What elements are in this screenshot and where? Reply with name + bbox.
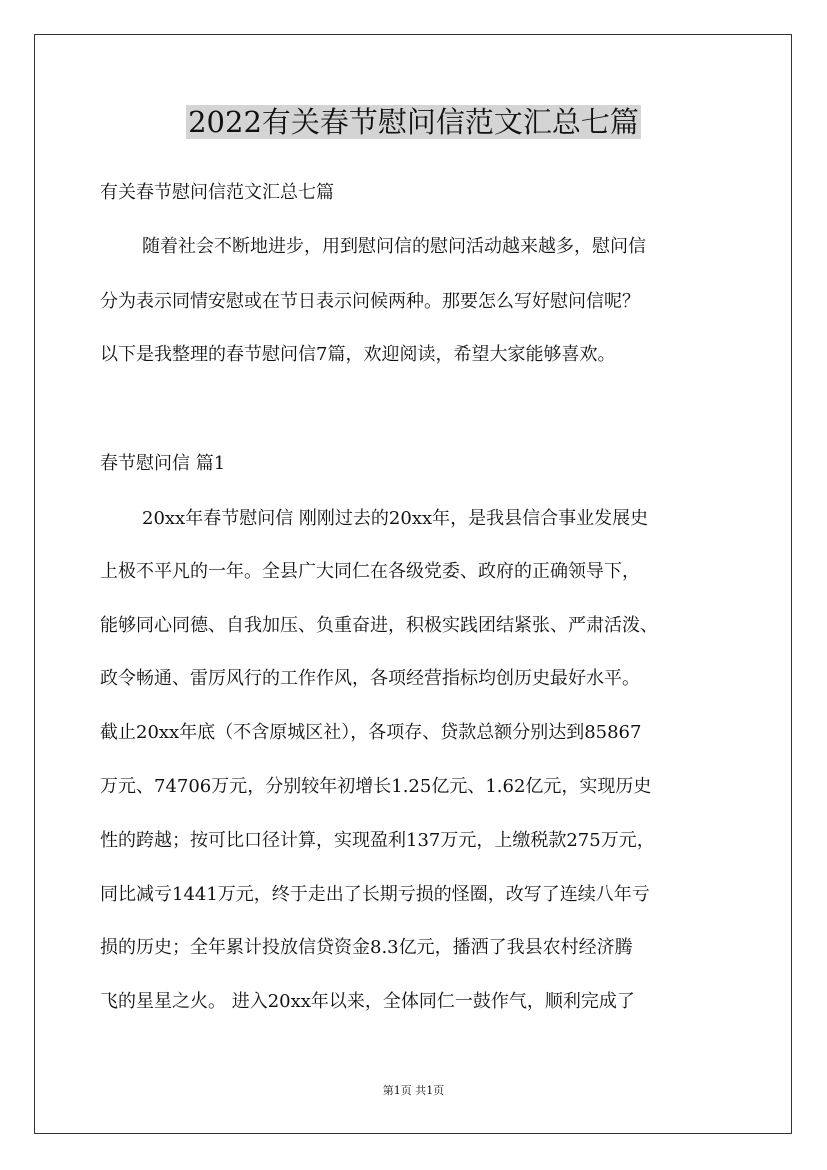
- body-line-3: 能够同心同德、自我加压、负重奋进，积极实践团结紧张、严肃活泼、: [100, 615, 658, 636]
- section-heading: 春节慰问信 篇1: [100, 453, 226, 474]
- document-subtitle: 有关春节慰问信范文汇总七篇: [100, 182, 334, 203]
- intro-line-1: 随着社会不断地进步，用到慰问信的慰问活动越来越多，慰问信: [142, 236, 646, 257]
- intro-line-3: 以下是我整理的春节慰问信7篇，欢迎阅读，希望大家能够喜欢。: [100, 344, 616, 365]
- body-line-1: 20xx年春节慰问信 刚刚过去的20xx年，是我县信合事业发展史: [142, 508, 649, 529]
- document-title-text: 2022有关春节慰问信范文汇总七篇: [188, 105, 639, 139]
- body-line-8: 同比减亏1441万元，终于走出了长期亏损的怪圈，改写了连续八年亏: [100, 884, 650, 905]
- body-line-4: 政令畅通、雷厉风行的工作作风，各项经营指标均创历史最好水平。: [100, 668, 640, 689]
- intro-line-2: 分为表示同情安慰或在节日表示问候两种。那要怎么写好慰问信呢？: [100, 291, 640, 312]
- body-line-6: 万元、74706万元，分别较年初增长1.25亿元、1.62亿元，实现历史: [100, 776, 652, 797]
- body-line-7: 性的跨越；按可比口径计算，实现盈利137万元，上缴税款275万元，: [100, 830, 655, 851]
- body-line-10: 飞的星星之火。 进入20xx年以来，全体同仁一鼓作气，顺利完成了: [100, 991, 635, 1012]
- page-footer: 第1页 共1页: [382, 1084, 445, 1097]
- body-line-2: 上极不平凡的一年。全县广大同仁在各级党委、政府的正确领导下，: [100, 561, 640, 582]
- document-title: [0, 100, 827, 144]
- body-line-5: 截止20xx年底（不含原城区社），各项存、贷款总额分别达到85867: [100, 722, 642, 743]
- body-line-9: 损的历史；全年累计投放信贷资金8.3亿元，播洒了我县农村经济腾: [100, 937, 633, 958]
